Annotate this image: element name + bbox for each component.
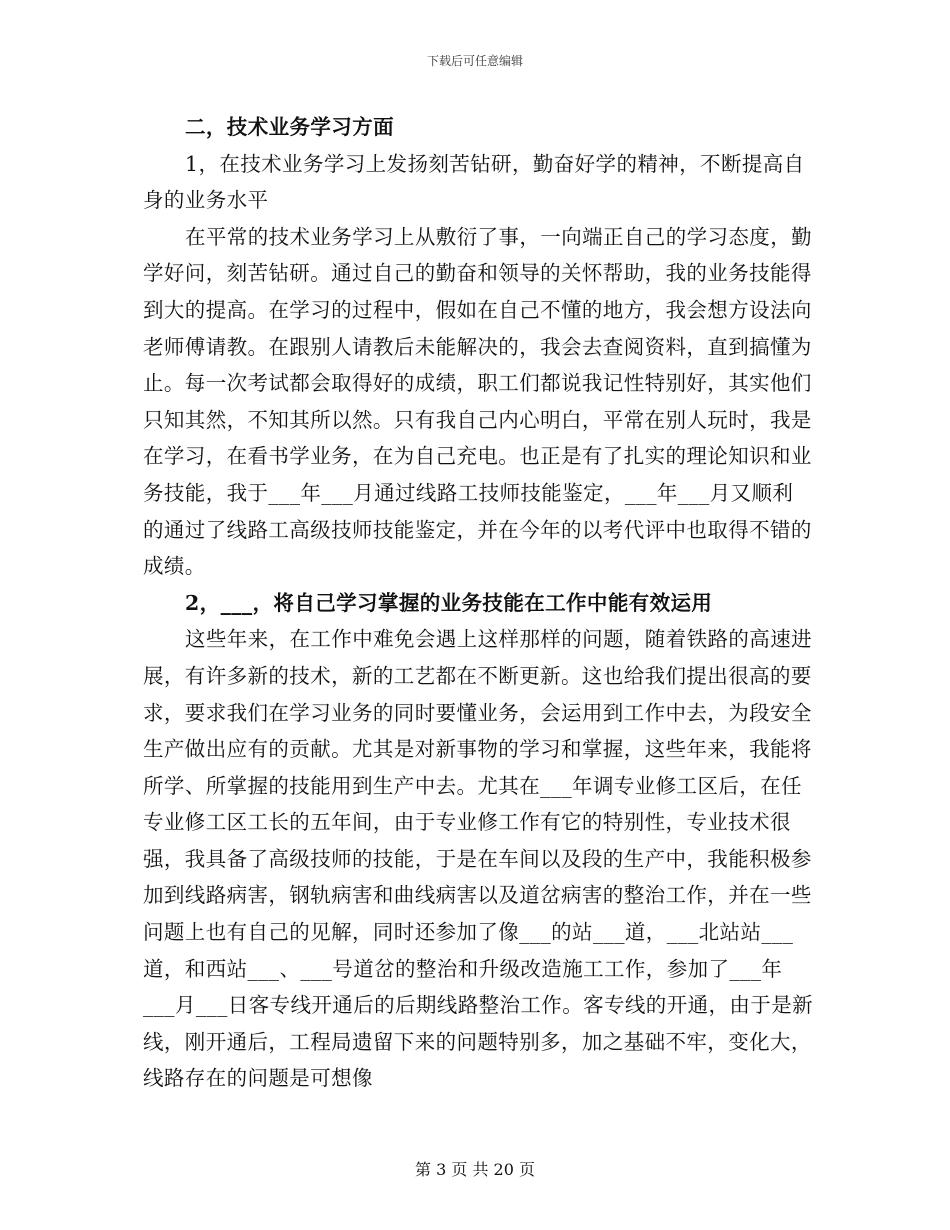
page-header: 下载后可任意编辑	[426, 54, 523, 68]
page-number: 第 3 页 共 20 页	[415, 1160, 535, 1179]
subsection-heading: 2，___，将自己学习掌握的业务技能在工作中能有效运用	[185, 590, 713, 615]
body-paragraph: 在平常的技术业务学习上从敷衍了事，一向端正自己的学习态度，勤学好问，刻苦钻研。通过自己的勤奋和领导的关怀帮助，我的业务技能得到大的提高。在学习的过程中，假如在自己不懂的地方，我会想方设法向老师傅请教。在跟别人请教后未能解决的，我会去查阅资料，直到搞懂为止。每一次考试都会取得好的成绩，职工们都说我记性特别好，其实他们只知其然，不知其所以然。只有我自己内心明白，平常在别人玩时，我是在学习，在看书学业务，在为自己充电。也正是有了扎实的理论知识和业务技能，我于___年___月通过线路工技师技能鉴定，___年___月又顺利的通过了线路工高级技师技能鉴定，并在今年的以考代评中也取得不错的成绩。	[143, 224, 812, 579]
document-body	[143, 109, 813, 1097]
body-paragraph: 这些年来，在工作中难免会遇上这样那样的问题，随着铁路的高速进展，有许多新的技术，新的工艺都在不断更新。这也给我们提出很高的要求，要求我们在学习业务的同时要懂业务，会运用到工作中去，为段安全生产做出应有的贡献。尤其是对新事物的学习和掌握，这些年来，我能将所学、所掌握的技能用到生产中去。尤其在___年调专业修工区后，在任专业修工区工长的五年间，由于专业修工作有它的特别性，专业技术很强，我具备了高级技师的技能，于是在车间以及段的生产中，我能积极参加到线路病害，钢轨病害和曲线病害以及道岔病害的整治工作，并在一些问题上也有自己的见解，同时还参加了像___的站___道，___北站站___道，和西站___、___号道岔的整治和升级改造施工工作，参加了___年___月___日客专线开通后的后期线路整治工作。客专线的开通，由于是新线，刚开通后，工程局遗留下来的问题特别多，加之基础不牢，变化大，线路存在的问题是可想像	[143, 627, 813, 1091]
section-heading: 二，技术业务学习方面	[185, 115, 394, 139]
subsection-title: 1，在技术业务学习上发扬刻苦钻研，勤奋好学的精神，不断提高自身的业务水平	[143, 151, 805, 213]
